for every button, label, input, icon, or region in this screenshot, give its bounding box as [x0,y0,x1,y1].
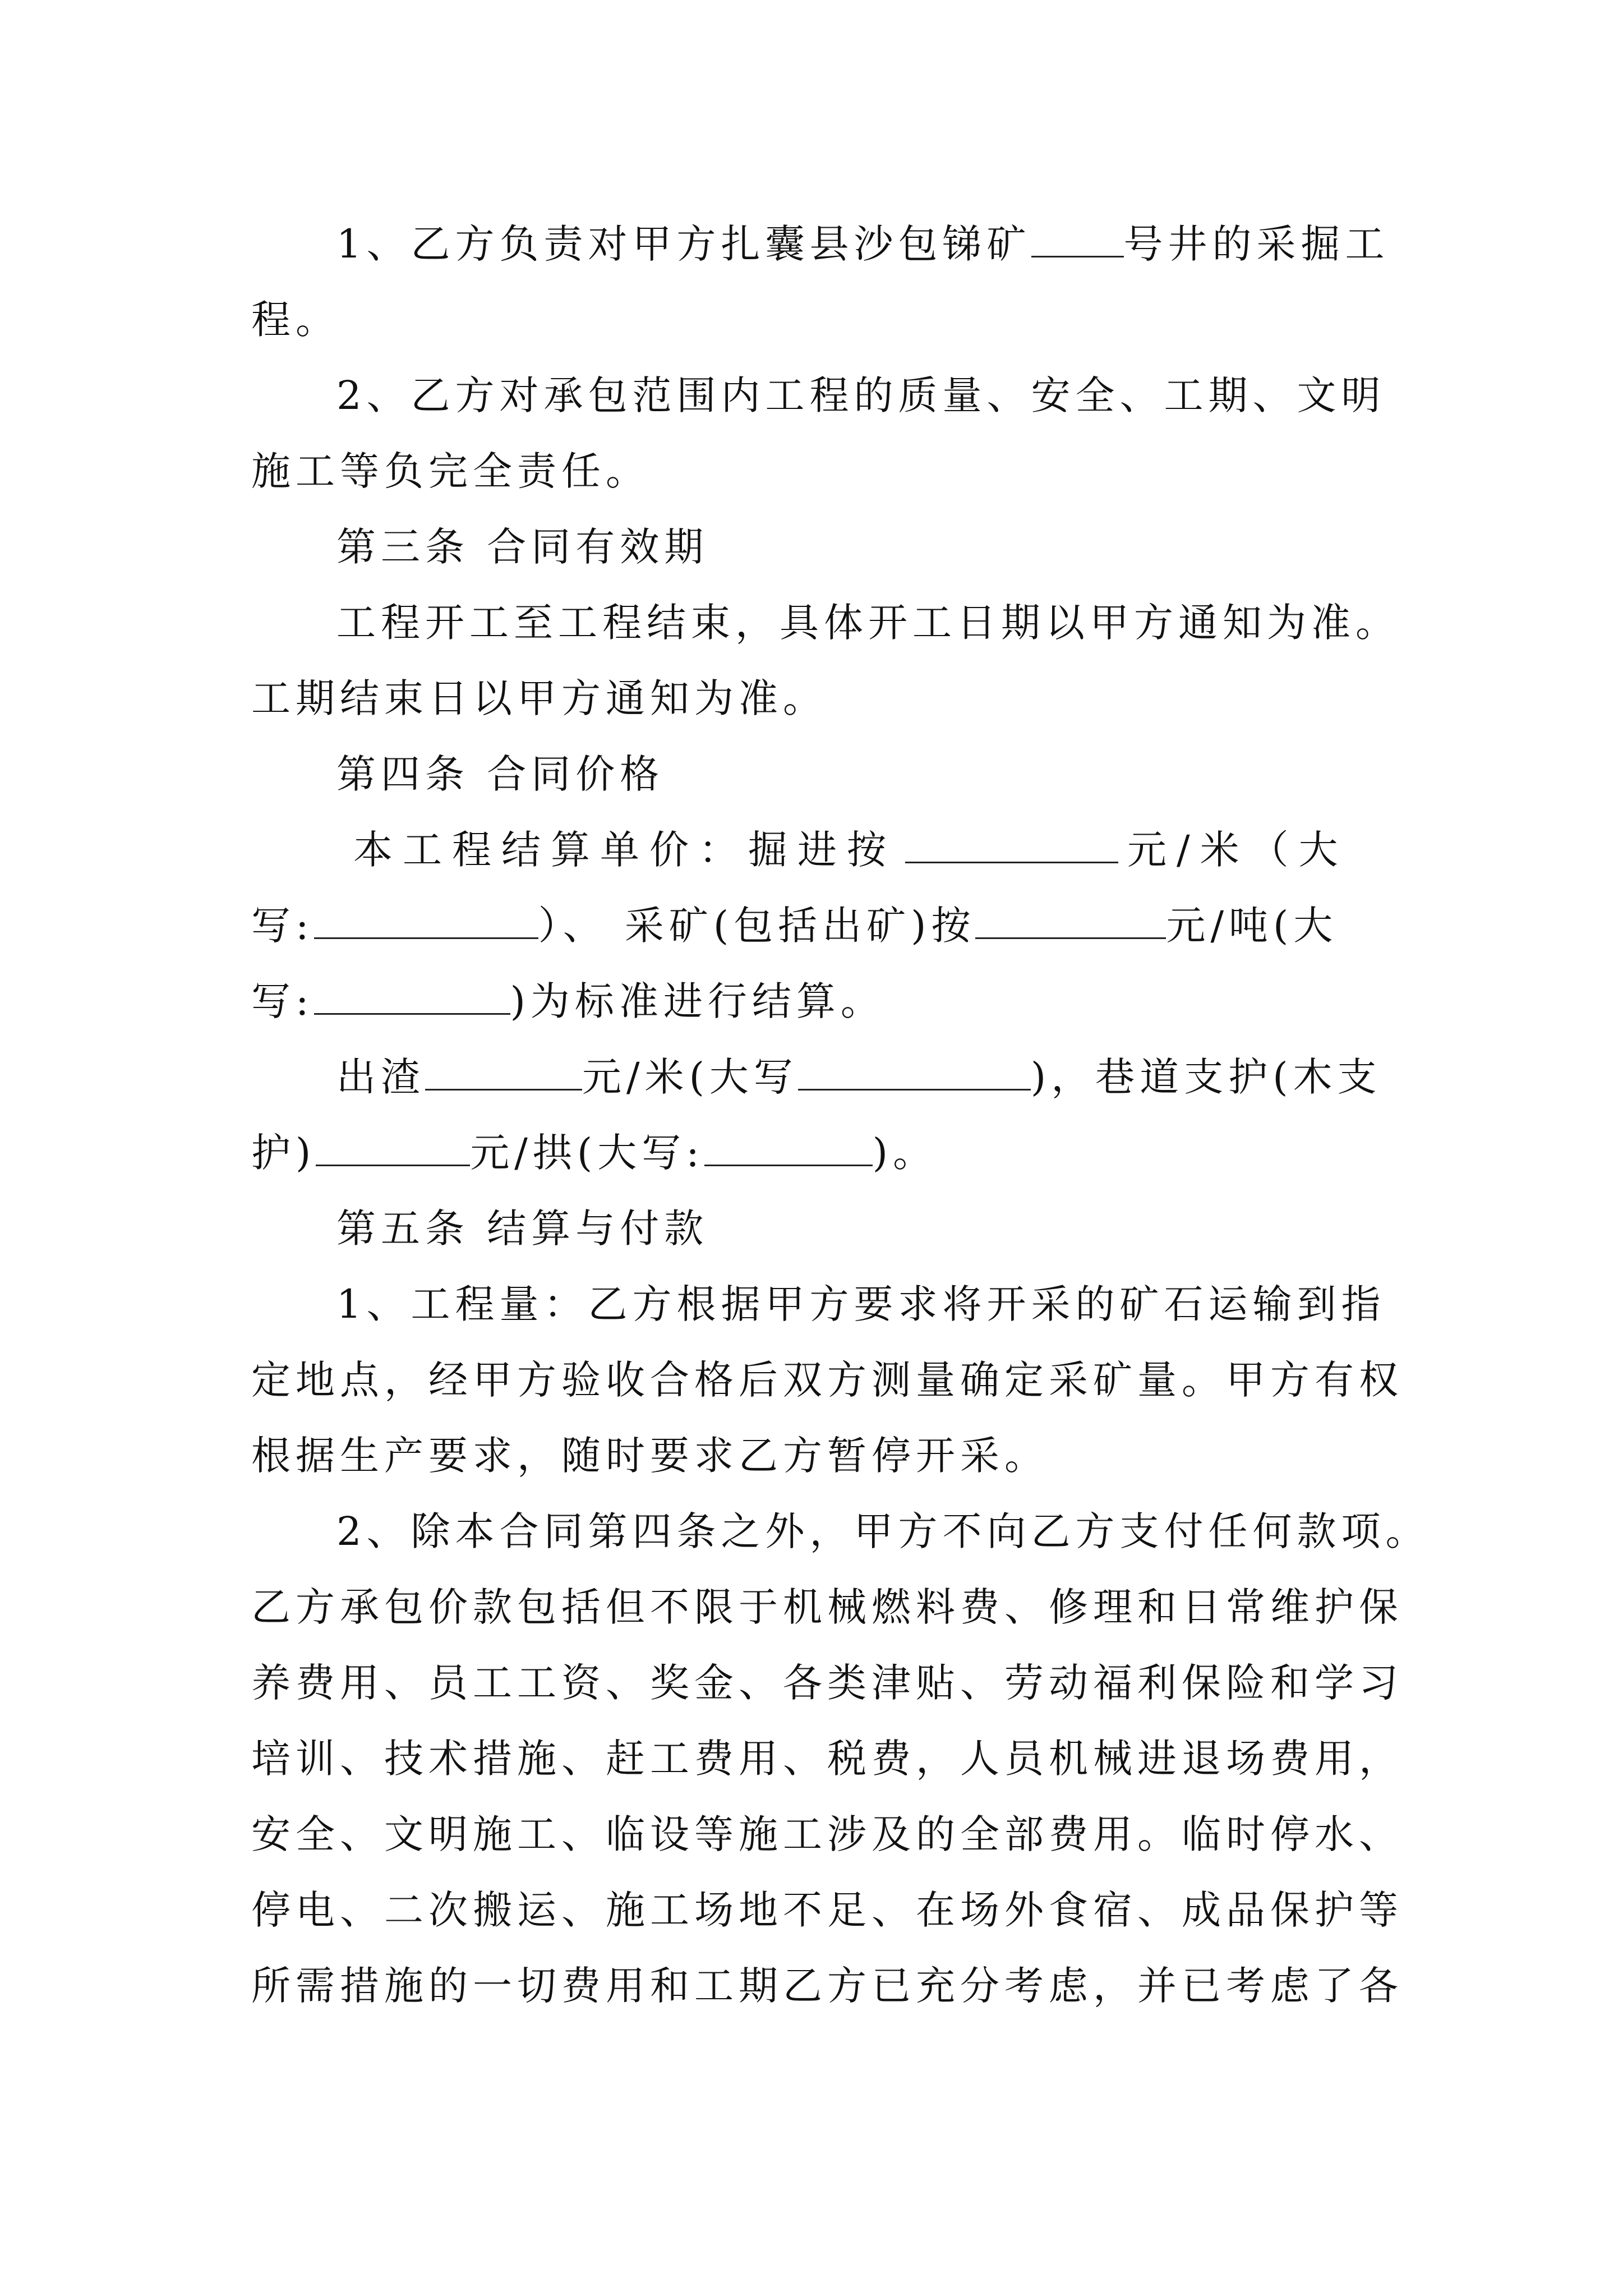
fill-blank [316,1129,470,1166]
paragraph-line [251,668,1401,729]
text-segment: )，巷道支护(木支 [1030,1054,1382,1100]
text-segment: 写: [251,978,314,1024]
text-segment: 出渣 [336,1054,425,1100]
text-segment: 定地点，经甲方验收合格后双方测量确定采矿量。甲方有权 [251,1357,1403,1403]
section-heading [336,516,1402,578]
text-segment: 元/吨(大 [1166,903,1338,949]
paragraph-line [251,1576,1401,1638]
text-segment: 号井的采掘工 [1123,221,1390,267]
fill-blank [1031,220,1124,257]
paragraph-line [353,819,1402,881]
paragraph-line [251,1803,1401,1865]
paragraph-line [251,1955,1401,2017]
text-segment: 元/米（大 [1127,827,1348,873]
fill-blank [798,1053,1031,1091]
text-segment: 1、工程量：乙方根据甲方要求将开采的矿石运输到指 [336,1281,1386,1327]
paragraph-line [336,592,1402,654]
text-segment: 2、除本合同第四条之外，甲方不向乙方支付任何款项。 [336,1508,1430,1554]
text-segment: 2、乙方对承包范围内工程的质量、安全、工期、文明 [336,372,1386,418]
paragraph-line [336,213,1402,275]
text-segment: 工程开工至工程结束，具体开工日期以甲方通知为准。 [336,600,1400,646]
fill-blank [314,977,510,1015]
section-heading [336,1198,1402,1259]
text-segment: 护) [251,1130,316,1176]
text-segment: ）、 采矿(包括出矿)按 [538,903,976,949]
text-segment: 第五条 结算与付款 [336,1205,709,1251]
paragraph-line [251,1425,1401,1487]
fill-blank [314,901,538,939]
fill-blank [425,1053,582,1091]
text-segment: 根据生产要求，随时要求乙方暂停开采。 [251,1433,1049,1479]
paragraph-line [251,1728,1401,1789]
paragraph-line [251,1652,1401,1714]
paragraph-line [251,1879,1401,1941]
text-segment: 乙方承包价款包括但不限于机械燃料费、修理和日常维护保 [251,1584,1403,1630]
paragraph-line [336,1046,1402,1108]
text-segment: 元/拱(大写: [470,1130,704,1176]
text-segment: )为标准进行结算。 [510,978,885,1024]
paragraph-line [251,289,1401,351]
paragraph-line [336,1501,1430,1562]
text-segment: 本工程结算单价：掘进按 [353,827,896,873]
text-segment: 第四条 合同价格 [336,751,665,797]
fill-blank [905,826,1118,863]
paragraph-line [251,440,1401,502]
text-segment: 元/米(大写 [582,1054,798,1100]
text-segment: 养费用、员工工资、奖金、各类津贴、劳动福利保险和学习 [251,1660,1403,1706]
text-segment: 写: [251,903,314,949]
paragraph-line [251,1349,1401,1411]
paragraph-line [336,1273,1402,1335]
text-segment: 培训、技术措施、赶工费用、税费，人员机械进退场费用， [251,1736,1403,1782]
paragraph-line [251,970,1401,1032]
paragraph-line [251,895,1401,956]
text-segment: 工期结束日以甲方通知为准。 [251,675,827,721]
fill-blank [975,901,1166,939]
text-segment: 程。 [251,297,340,343]
fill-blank [704,1129,873,1166]
paragraph-line [336,365,1402,426]
text-segment: 安全、文明施工、临设等施工涉及的全部费用。临时停水、 [251,1811,1403,1857]
paragraph-line [251,1122,1401,1184]
text-segment: 第三条 合同有效期 [336,524,709,570]
text-segment: 停电、二次搬运、施工场地不足、在场外食宿、成品保护等 [251,1887,1403,1933]
text-segment: 1、乙方负责对甲方扎囊县沙包锑矿 [336,221,1031,267]
text-segment: )。 [872,1130,938,1176]
text-segment: 所需措施的一切费用和工期乙方已充分考虑，并已考虑了各 [251,1963,1403,2009]
text-segment: 施工等负完全责任。 [251,448,650,494]
section-heading [336,743,1402,805]
